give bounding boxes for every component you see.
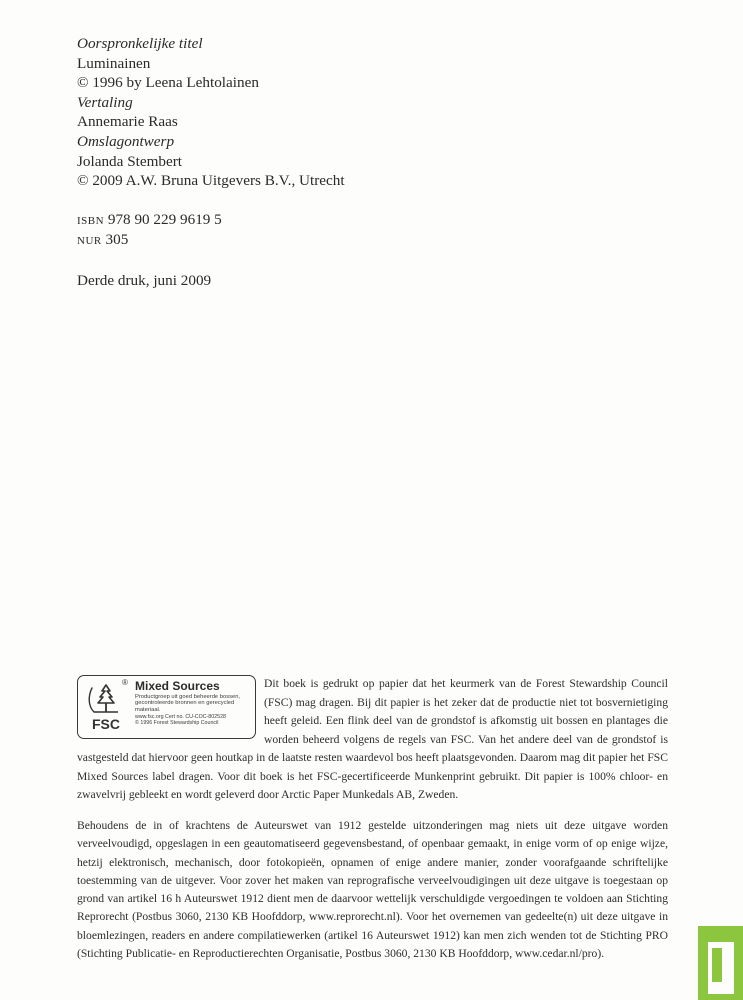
cover-design-label: Omslagontwerp <box>77 132 175 150</box>
fsc-paragraph-text: Dit boek is gedrukt op papier dat het keurmerk van de Forest Stewardship Council (FSC) mag dragen. Bij dit papier is het zeker dat de productie niet tot bosvernietiging heeft geleid. Een flink deel van de grondstof is afkomstig uit bossen en plantages die worden beheerd volgens de regels van FSC. Van het andere deel van de grondstof is vastgesteld dat hiervoor geen houtkap in de laatste resten waardevol bos heeft plaatsgevonden. Daarom mag dit papier het FSC Mixed Sources label dragen. Voor dit boek is het FSC-gecertificeerde Munkenprint gebruikt. Dit papier is 100% chloor- en zwavelvrij gebleekt en wordt geleverd door Arctic Paper Munkedals AB, Zweden. <box>77 677 668 801</box>
isbn-label: isbn <box>77 211 105 228</box>
isbn-value: 978 90 229 9619 5 <box>107 211 222 228</box>
original-title: Luminainen <box>77 54 151 72</box>
author-copyright: © 1996 by Leena Lehtolainen <box>77 74 259 92</box>
library-sticker-mark <box>712 948 722 982</box>
fsc-logo-text: FSC <box>92 716 120 732</box>
fsc-tree-logo-icon <box>84 682 128 734</box>
book-codes <box>77 210 222 250</box>
publisher-copyright: © 2009 A.W. Bruna Uitgevers B.V., Utrecht <box>77 172 345 190</box>
original-title-label: Oorspronkelijke titel <box>77 35 203 52</box>
rights-paragraph: Behoudens de in of krachtens de Auteurswet van 1912 gestelde uitzonderingen mag niets uit deze uitgave worden verveelvoudigd, opgeslagen in een geautomatiseerd gegevensbestand, of openbaar gemaakt, in enige vorm of op enige wijze, hetzij elektronisch, mechanisch, door fotokopieën, opnamen of enige andere manier, zonder voorafgaande schriftelijke toestemming van de uitgever. Voor zover het maken van reprografische verveelvoudigingen uit deze uitgave is toegestaan op grond van artikel 16 h Auteurswet 1912 dient men de daarvoor wettelijk verschuldigde vergoedingen te voldoen aan Stichting Reprorecht (Postbus 3060, 2130 KB Hoofddorp, www.reprorecht.nl). Voor het overnemen van gedeelte(n) uit deze uitgave in bloemlezingen, readers en andere compilatiewerken (artikel 16 Auteurswet 1912) kan men zich wenden tot de Stichting PRO (Stichting Publicatie- en Reproductierechten Organisatie, Postbus 3060, 2130 KB Hoofddorp, www.cedar.nl/pro). <box>77 819 668 961</box>
fsc-label <box>77 675 256 739</box>
credits-block <box>77 34 497 191</box>
nur-line <box>77 230 222 250</box>
fsc-label-copyright: © 1996 Forest Stewardship Council <box>135 720 219 727</box>
library-sticker <box>698 926 743 1000</box>
fsc-label-title: Mixed Sources <box>135 679 220 693</box>
nur-label: nur <box>77 231 102 248</box>
fsc-label-text <box>135 680 253 726</box>
cover-designer-name: Jolanda Stembert <box>77 152 183 170</box>
registered-mark: ® <box>122 678 128 687</box>
translation-label: Vertaling <box>77 93 133 111</box>
nur-value: 305 <box>105 231 129 248</box>
translator-name: Annemarie Raas <box>77 113 178 131</box>
isbn-line <box>77 210 222 230</box>
fsc-label-cert: www.fsc.org Cert no. CU-COC-802528 <box>135 714 226 721</box>
edition-line: Derde druk, juni 2009 <box>77 272 212 289</box>
fsc-label-description: Productgroep uit goed beheerde bossen, gecontroleerde bronnen en gerecycled materiaal. <box>135 694 241 713</box>
